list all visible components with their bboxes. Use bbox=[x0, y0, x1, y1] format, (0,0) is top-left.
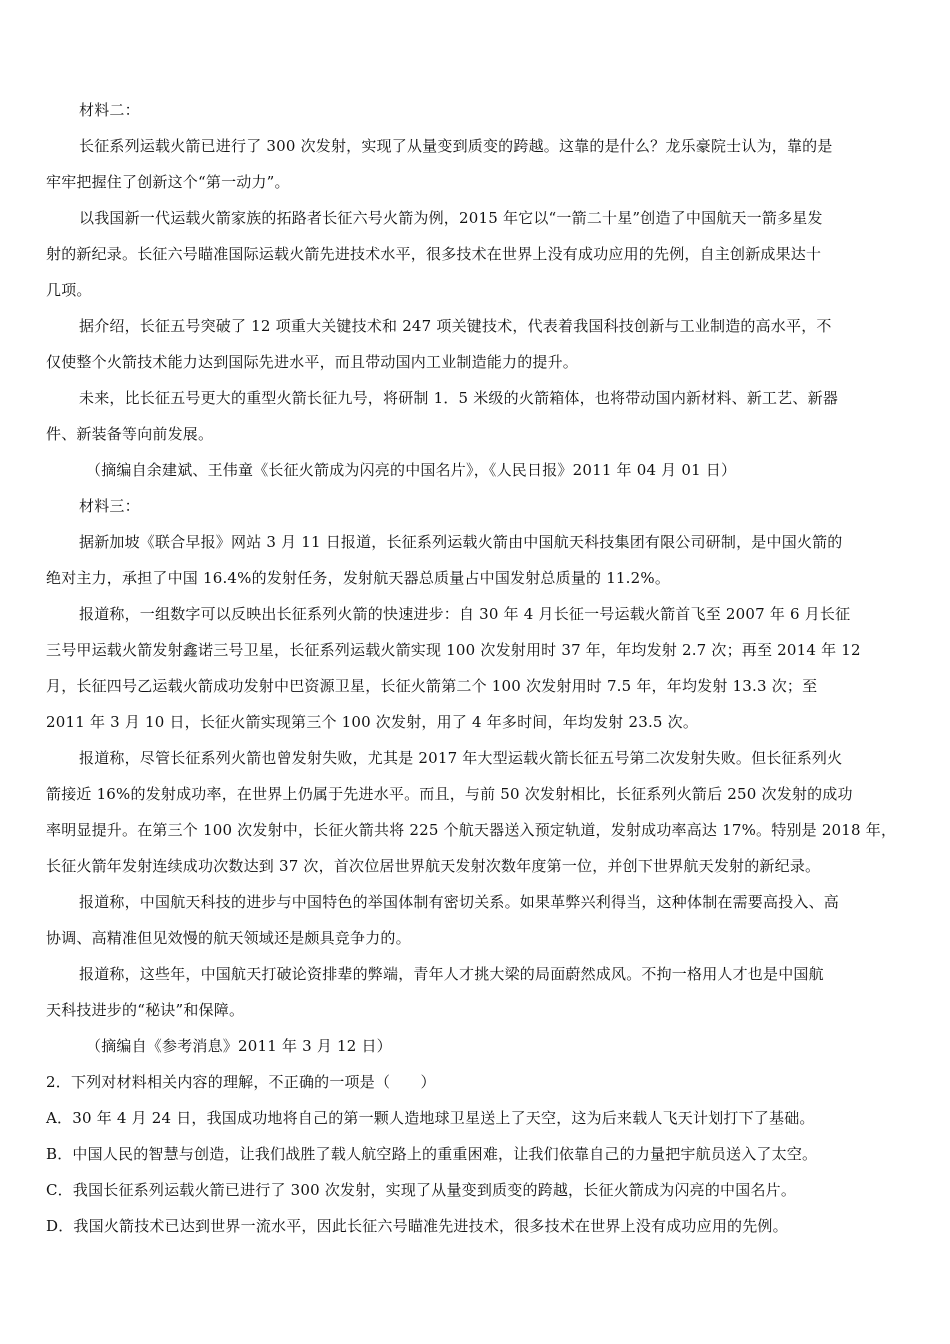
material3-para2-line1: 报道称，一组数字可以反映出长征系列火箭的快速进步：自 30 年 4 月长征一号运载火箭首飞至 2007 年 6 月长征 bbox=[79, 605, 851, 623]
material2-para2-line3: 几项。 bbox=[46, 281, 92, 299]
material3-para1-line1: 据新加坡《联合早报》网站 3 月 11 日报道，长征系列运载火箭由中国航天科技集团有限公司研制，是中国火箭的 bbox=[79, 533, 843, 551]
option-b: B．中国人民的智慧与创造，让我们战胜了载人航空路上的重重困难，让我们依靠自己的力量把宇航员送入了太空。 bbox=[46, 1145, 818, 1163]
material3-para5-line2: 天科技进步的“秘诀”和保障。 bbox=[46, 1001, 245, 1019]
option-c: C．我国长征系列运载火箭已进行了 300 次发射，实现了从量变到质变的跨越，长征火箭成为闪亮的中国名片。 bbox=[46, 1181, 797, 1199]
material2-para3-line2: 仅使整个火箭技术能力达到国际先进水平，而且带动国内工业制造能力的提升。 bbox=[46, 353, 579, 371]
material3-para2-line3: 月，长征四号乙运载火箭成功发射中巴资源卫星，长征火箭第二个 100 次发射用时 7.5 年，年均发射 13.3 次；至 bbox=[46, 677, 818, 695]
material3-para3-line2: 箭接近 16%的发射成功率，在世界上仍属于先进水平。而且，与前 50 次发射相比，长征系列火箭后 250 次发射的成功 bbox=[46, 785, 853, 803]
material2-heading: 材料二： bbox=[79, 101, 140, 119]
material2-para1-line2: 牢牢把握住了创新这个“第一动力”。 bbox=[46, 173, 290, 191]
material3-para1-line2: 绝对主力，承担了中国 16.4%的发射任务，发射航天器总质量占中国发射总质量的 11.2%。 bbox=[46, 569, 671, 587]
material3-heading: 材料三： bbox=[79, 497, 140, 515]
material3-para4-line1: 报道称，中国航天科技的进步与中国特色的举国体制有密切关系。如果革弊兴利得当，这种体制在需要高投入、高 bbox=[79, 893, 840, 911]
material2-para4-line1: 未来，比长征五号更大的重型火箭长征九号，将研制 1．5 米级的火箭箱体，也将带动国内新材料、新工艺、新器 bbox=[79, 389, 839, 407]
material3-para4-line2: 协调、高精准但见效慢的航天领域还是颇具竞争力的。 bbox=[46, 929, 411, 947]
material2-para2-line1: 以我国新一代运载火箭家族的拓路者长征六号火箭为例，2015 年它以“一箭二十星”创造了中国航天一箭多星发 bbox=[79, 209, 823, 227]
question-stem: 2．下列对材料相关内容的理解，不正确的一项是（ ） bbox=[46, 1073, 436, 1091]
material2-para1-line1: 长征系列运载火箭已进行了 300 次发射，实现了从量变到质变的跨越。这靠的是什么？龙乐豪院士认为，靠的是 bbox=[79, 137, 833, 155]
material2-para3-line1: 据介绍，长征五号突破了 12 项重大关键技术和 247 项关键技术，代表着我国科技创新与工业制造的高水平，不 bbox=[79, 317, 832, 335]
material2-para4-line2: 件、新装备等向前发展。 bbox=[46, 425, 214, 443]
option-a: A．30 年 4 月 24 日，我国成功地将自己的第一颗人造地球卫星送上了天空，这为后来载人飞天计划打下了基础。 bbox=[46, 1109, 815, 1127]
material3-para2-line2: 三号甲运载火箭发射鑫诺三号卫星，长征系列运载火箭实现 100 次发射用时 37 年，年均发射 2.7 次；再至 2014 年 12 bbox=[46, 641, 861, 659]
material3-para3-line4: 长征火箭年发射连续成功次数达到 37 次，首次位居世界航天发射次数年度第一位，并创下世界航天发射的新纪录。 bbox=[46, 857, 821, 875]
document-page bbox=[46, 92, 908, 1244]
material3-source: （摘编自《参考消息》2011 年 3 月 12 日） bbox=[86, 1037, 392, 1055]
material2-para2-line2: 射的新纪录。长征六号瞄准国际运载火箭先进技术水平，很多技术在世界上没有成功应用的先例，自主创新成果达十 bbox=[46, 245, 822, 263]
material3-para5-line1: 报道称，这些年，中国航天打破论资排辈的弊端，青年人才挑大梁的局面蔚然成风。不拘一格用人才也是中国航 bbox=[79, 965, 824, 983]
material3-para3-line3: 率明显提升。在第三个 100 次发射中，长征火箭共将 225 个航天器送入预定轨道，发射成功率高达 17%。特别是 2018 年， bbox=[46, 821, 897, 839]
material3-para2-line4: 2011 年 3 月 10 日，长征火箭实现第三个 100 次发射，用了 4 年多时间，年均发射 23.5 次。 bbox=[46, 713, 699, 731]
material3-para3-line1: 报道称，尽管长征系列火箭也曾发射失败，尤其是 2017 年大型运载火箭长征五号第二次发射失败。但长征系列火 bbox=[79, 749, 843, 767]
material2-source: （摘编自余建斌、王伟童《长征火箭成为闪亮的中国名片》，《人民日报》2011 年 04 月 01 日） bbox=[86, 461, 737, 479]
option-d: D．我国火箭技术已达到世界一流水平，因此长征六号瞄准先进技术，很多技术在世界上没有成功应用的先例。 bbox=[46, 1217, 788, 1235]
